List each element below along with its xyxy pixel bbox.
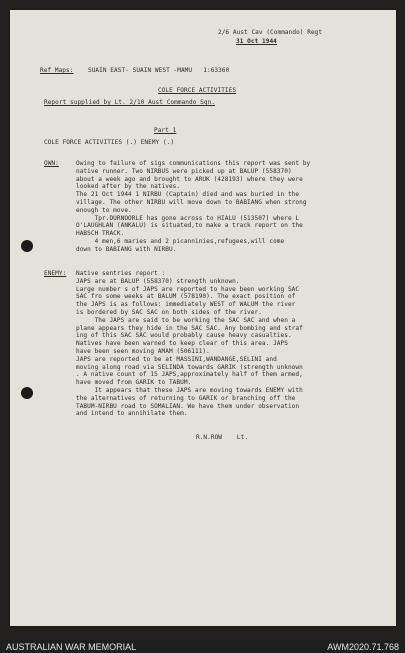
enemy-line: JAPS are at BALUP (558370) strength unknown.	[76, 277, 240, 285]
report-date: 31 Oct 1944	[236, 38, 277, 45]
document-title: COLE FORCE ACTIVITIES	[158, 87, 237, 94]
punch-hole-top	[21, 240, 33, 252]
enemy-line: the JAPS is as follows: immediately WEST of WALUM the river	[76, 301, 296, 309]
ref-maps-value: SUAIN EAST- SUAIN WEST -MAMU 1:63360	[88, 67, 230, 74]
unit-header: 2/6 Aust Cav (Commando) Regt	[218, 29, 323, 36]
signature: R.N.ROW Lt.	[196, 434, 249, 441]
enemy-line: JAPS are reported to be at MASSINI,WANDANGE,SELINI and	[76, 355, 277, 363]
enemy-line: Native sentries report :	[76, 270, 166, 277]
own-line: The 21 Oct 1944 1 NIRBU (Captain) died and was buried in the	[76, 191, 300, 199]
own-line: looked after by the natives.	[76, 183, 181, 191]
footer-accession-number: AWM2020.71.768	[327, 642, 399, 652]
enemy-line: have been seen moving AMAM (506111).	[76, 347, 210, 355]
enemy-label: ENEMY:	[44, 270, 67, 277]
enemy-line: and intend to annihilate them.	[76, 410, 188, 418]
footer-credit: AUSTRALIAN WAR MEMORIAL	[6, 642, 137, 652]
part-heading: Part 1	[154, 127, 177, 134]
enemy-line: the alternatives of returning to GARIK or branching off the	[76, 394, 296, 402]
enemy-line: Large number s of JAPS are reported to have been working SAC	[76, 285, 300, 293]
own-line: native runner. Two NIRBUS were picked up at BALUP (558370)	[76, 167, 292, 175]
enemy-line: SAC fro some weeks at BALUM (578190). The exact position of	[76, 293, 296, 301]
activities-subtitle: COLE FORCE ACTIVITIES (.) ENEMY (.)	[44, 139, 175, 146]
enemy-line: plane appears they hide in the SAC SAC. Any bombing and straf	[76, 324, 303, 332]
enemy-line: The JAPS are said to be working the SAC SAC and when a	[76, 316, 296, 324]
enemy-line: have moved from GARIK to TABUM.	[76, 379, 192, 387]
own-line: Owing to failure of sigs communications this report was sent by	[76, 160, 311, 167]
own-line: down to BABIANG with NIRBU.	[76, 245, 177, 253]
own-line: village. The other NIRBU will move down to BABIANG when strong	[76, 198, 307, 206]
own-label: OWN:	[44, 160, 59, 167]
own-paragraph	[76, 160, 310, 254]
enemy-line: is bordered by SAC SAC on both sides of the river.	[76, 308, 262, 316]
own-line: Tpr.DURNOORLE has gone across to HIALU (513507) where L	[76, 214, 300, 222]
enemy-paragraph	[76, 270, 303, 418]
document-page	[10, 10, 396, 626]
report-source: Report supplied by Lt. 2/10 Aust Commando Sqn.	[44, 99, 216, 106]
own-line: about a week ago and brought to ARUK (428193) where they were	[76, 175, 303, 183]
own-line: 4 men,6 maries and 2 picanninies,refugees,will come	[76, 237, 285, 245]
enemy-line: ing of this SAC SAC would probably cause heavy casualties.	[76, 332, 292, 340]
enemy-line: TABUM-NIRBU road to SOMALIAN. We have them under observation	[76, 402, 300, 410]
own-line: O'LAUGHLAN (ANKALU) is situated,to make a track report on the	[76, 222, 303, 230]
enemy-line: moving along road via SELINDA towards GARIK (strength unknown	[76, 363, 303, 371]
own-line: enough to move.	[76, 206, 132, 214]
ref-maps-label: Ref Maps:	[40, 67, 74, 74]
enemy-line: . A native count of 15 JAPS,approximately half of them armed,	[76, 371, 303, 379]
enemy-line: Natives have been warned to keep clear of this area. JAPS	[76, 340, 288, 348]
enemy-line: It appears that these JAPS are moving towards ENEMY with	[76, 386, 303, 394]
punch-hole-bottom	[21, 387, 33, 399]
own-line: HABSCH TRACK.	[76, 230, 125, 238]
